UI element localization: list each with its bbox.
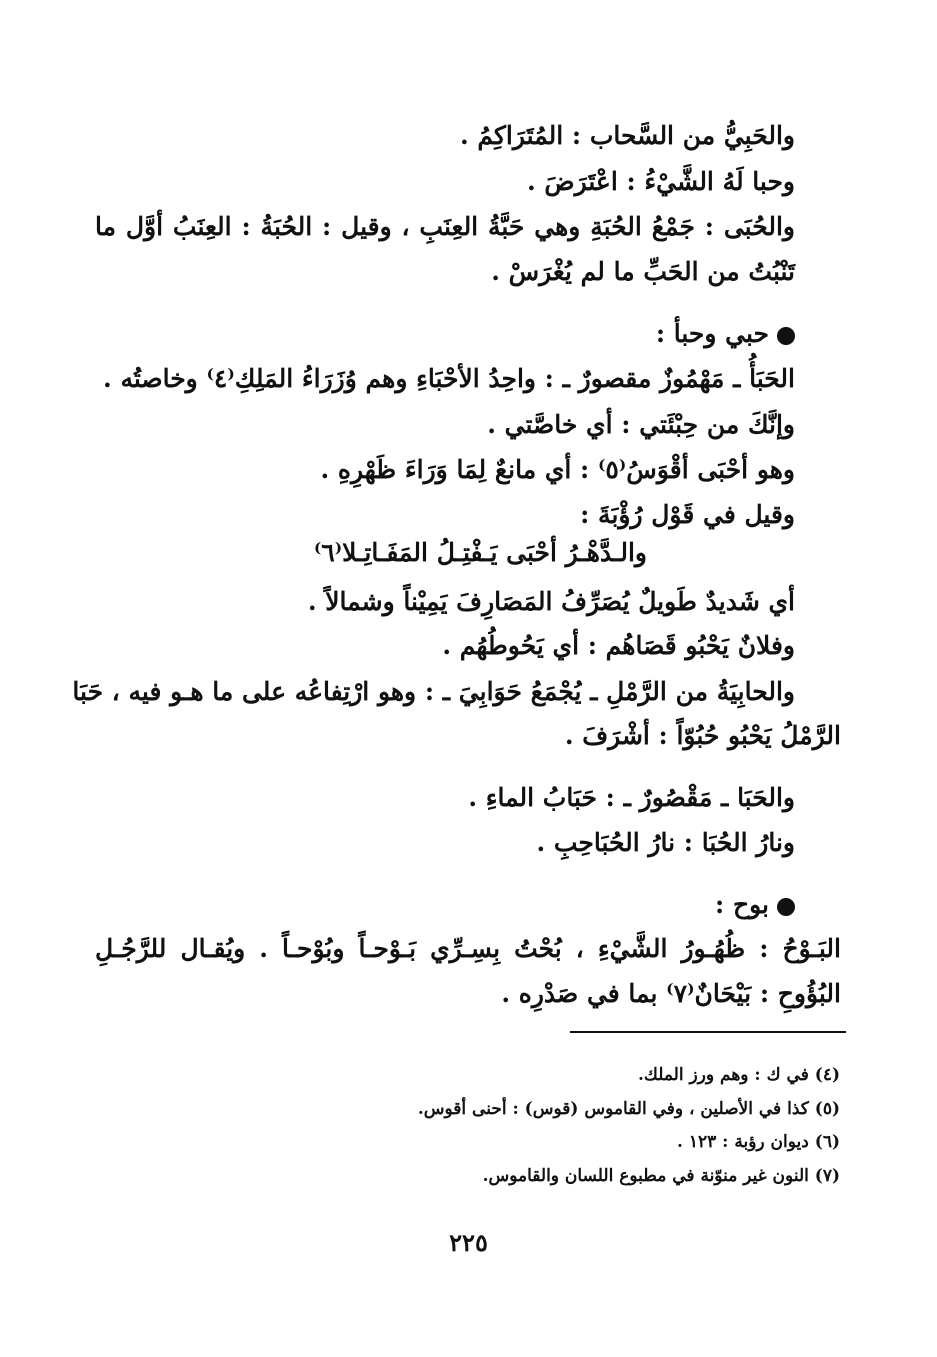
footnote-separator (570, 1031, 846, 1033)
text-line-7: وإنَّكَ من حِبْئَتي : أي خاصَّتي . (487, 410, 795, 439)
page-number: ٢٢٥ (449, 1228, 488, 1257)
entry-heading-label: بوح : (715, 890, 769, 919)
verse-line: والـدَّهْـرُ أحْبَى يَـفْتِـلُ المَفَـاتِـلا⁽٦⁾ (313, 538, 647, 567)
text-line-11: أي شَديدٌ طَويلٌ يُصَرِّفُ المَصَارِفَ يَمِيْناً وشمالاً . (307, 587, 795, 616)
entry-heading-hby (656, 317, 795, 351)
text-line-12: وفلانٌ يَحْبُو قَصَاهُم : أي يَحُوطُهُم . (442, 631, 795, 660)
text-line-4: تَنْبُتُ من الحَبِّ ما لم يُغْرَسْ . (491, 257, 795, 286)
text-line-6: الحَبَأُ ـ مَهْمُوزٌ مقصورٌ ـ : واحِدُ الأحْبَاءِ وهم وُزَرَاءُ المَلِكِ⁽٤⁾ وخاصتُه . (103, 364, 795, 393)
bullet-icon (777, 327, 795, 345)
text-line-14: الرَّمْلُ يَحْبُو حُبُوّاً : أشْرَفَ . (564, 721, 841, 750)
entry-heading-bwh (715, 888, 795, 922)
text-line-9: وقيل في قَوْل رُؤْبَةَ : (580, 500, 795, 529)
text-line-15: والحَبَا ـ مَقْصُورٌ ـ : حَبَابُ الماءِ . (468, 783, 795, 812)
text-line-18: البَـوْحُ : ظُهُـورُ الشَّيْءِ ، بُحْتُ بِسِـرِّي بَـوْحـاً وبُوْحـاً . ويُقـال للرَّجُـلِ (95, 934, 841, 963)
footnote-5: (٥) كذا في الأصلين ، وفي القاموس (قوس) : أحنى أقوس. (417, 1099, 840, 1119)
text-line-2: وحبا لَهُ الشَّيْءُ : اعْتَرَضَ . (526, 167, 795, 196)
text-line-13: والحابِيَةُ من الرَّمْلِ ـ يُجْمَعُ حَوَابِيَ ـ : وهو ارْتِفاعُه على ما هـو فيه ، حَبَا (72, 677, 795, 706)
text-line-3: والحُبَى : جَمْعُ الحُبَةِ وهي حَبَّةُ العِنَبِ ، وقيل : الحُبَةُ : العِنَبُ أوَّل ما (95, 212, 795, 241)
footnote-7: (٧) النون غير منوّنة في مطبوع اللسان والقاموس. (482, 1166, 840, 1186)
text-line-8: وهو أحْبَى أقْوَسُ⁽٥⁾ : أي مانعٌ لِمَا وَرَاءَ ظَهْرِهِ . (320, 455, 795, 484)
text-line-19: البُؤُوحِ : بَيْحَانٌ⁽٧⁾ بما في صَدْرِه . (501, 979, 841, 1008)
footnote-6: (٦) ديوان رؤبة : ١٢٣ . (677, 1132, 840, 1152)
entry-heading-label: حبي وحبأ : (655, 319, 769, 348)
text-line-1: والحَبِيُّ من السَّحاب : المُتَرَاكِمُ . (459, 121, 795, 150)
bullet-icon (777, 898, 795, 916)
footnote-4: (٤) في ك : وهم ورز الملك. (637, 1065, 840, 1085)
text-line-16: ونارُ الحُبَا : نارُ الحُبَاحِبِ . (536, 828, 795, 857)
